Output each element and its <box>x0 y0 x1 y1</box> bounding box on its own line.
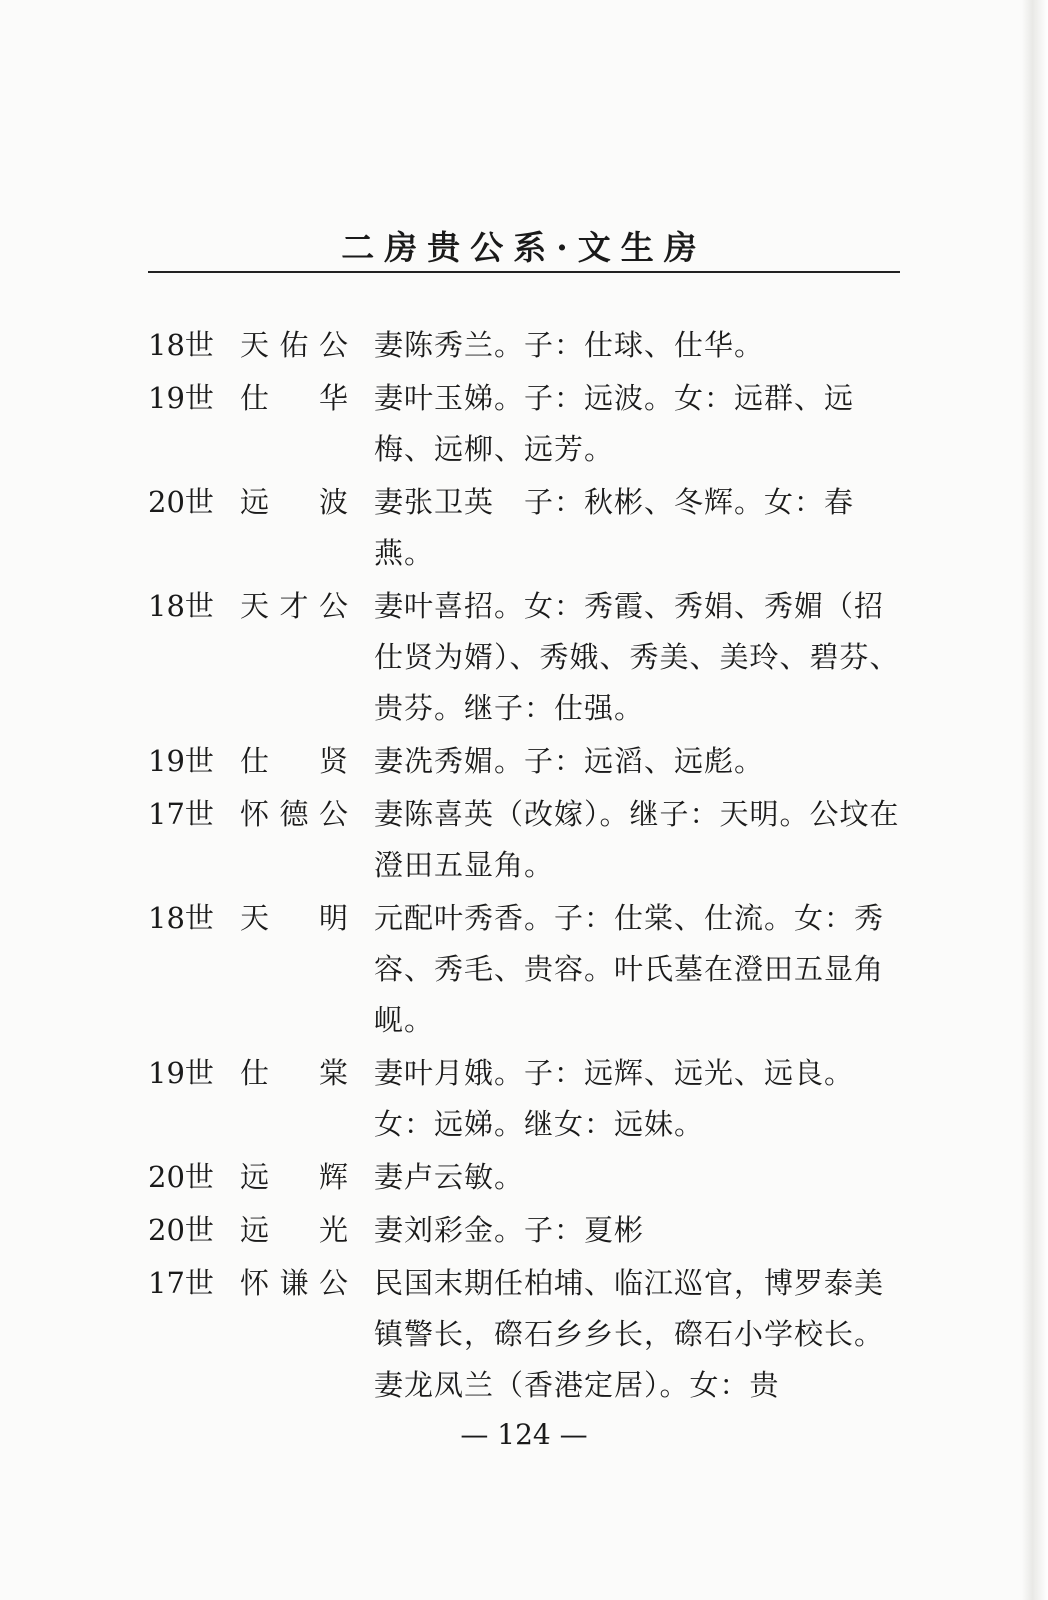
person-name: 远 光 <box>240 1213 348 1247</box>
generation-label: 17世 <box>148 1266 214 1300</box>
genealogy-entry <box>148 373 900 475</box>
entry-text: 民国末期任柏埔、临江巡官，博罗泰美镇警长，磜石乡乡长，磜石小学校长。妻龙凤兰（香港定居）。女：贵 <box>374 1266 885 1402</box>
person-name: 远 波 <box>240 485 348 519</box>
generation-label: 20世 <box>148 485 214 519</box>
entry-text: 妻叶喜招。女：秀霞、秀娟、秀媚（招仕贤为婿）、秀娥、秀美、美玲、碧芬、贵芬。继子：仕强。 <box>374 589 900 725</box>
entry-text: 妻陈喜英（改嫁）。继子：天明。公坟在澄田五显角。 <box>374 797 900 882</box>
generation-label: 19世 <box>148 1056 214 1090</box>
genealogy-entry <box>148 320 900 371</box>
entry-text: 妻张卫英 子：秋彬、冬辉。女：春燕。 <box>374 485 855 570</box>
entry-text: 妻卢云敏。 <box>374 1160 525 1194</box>
person-name: 仕 贤 <box>240 744 348 778</box>
generation-label: 19世 <box>148 744 214 778</box>
genealogy-entry <box>148 1205 900 1256</box>
person-name: 仕 华 <box>240 381 348 415</box>
person-name: 仕 棠 <box>240 1056 348 1090</box>
generation-label: 18世 <box>148 589 214 623</box>
genealogy-entry <box>148 789 900 891</box>
generation-label: 19世 <box>148 381 214 415</box>
generation-label: 18世 <box>148 901 214 935</box>
header-rule <box>148 271 900 273</box>
genealogy-entry <box>148 893 900 1046</box>
genealogy-entry <box>148 1152 900 1203</box>
person-name: 天佑公 <box>240 328 348 362</box>
running-header: 二房贵公系·文生房 <box>341 228 707 267</box>
entry-text: 妻叶玉娣。子：远波。女：远群、远梅、远柳、远芳。 <box>374 381 855 466</box>
generation-label: 20世 <box>148 1160 214 1194</box>
person-name: 怀谦公 <box>240 1266 348 1300</box>
genealogy-entry <box>148 1048 900 1150</box>
person-name: 天 明 <box>240 901 348 935</box>
page-edge <box>1022 0 1048 1600</box>
person-name: 远 辉 <box>240 1160 348 1194</box>
generation-label: 18世 <box>148 328 214 362</box>
entry-text: 元配叶秀香。子：仕棠、仕流。女：秀容、秀毛、贵容。叶氏墓在澄田五显角岘。 <box>374 901 885 1037</box>
genealogy-entry <box>148 581 900 734</box>
person-name: 怀德公 <box>240 797 348 831</box>
genealogy-entry <box>148 477 900 579</box>
entry-text: 妻陈秀兰。子：仕球、仕华。 <box>374 328 765 362</box>
person-name: 天才公 <box>240 589 348 623</box>
entry-text: 妻冼秀媚。子：远滔、远彪。 <box>374 744 765 778</box>
page-number: — 124 — <box>460 1418 588 1451</box>
generation-label: 17世 <box>148 797 214 831</box>
genealogy-list <box>148 320 900 1413</box>
entry-text: 妻刘彩金。子：夏彬 <box>374 1213 645 1247</box>
genealogy-entry <box>148 736 900 787</box>
generation-label: 20世 <box>148 1213 214 1247</box>
entry-text: 妻叶月娥。子：远辉、远光、远良。女：远娣。继女：远妹。 <box>374 1056 855 1141</box>
genealogy-entry <box>148 1258 900 1411</box>
